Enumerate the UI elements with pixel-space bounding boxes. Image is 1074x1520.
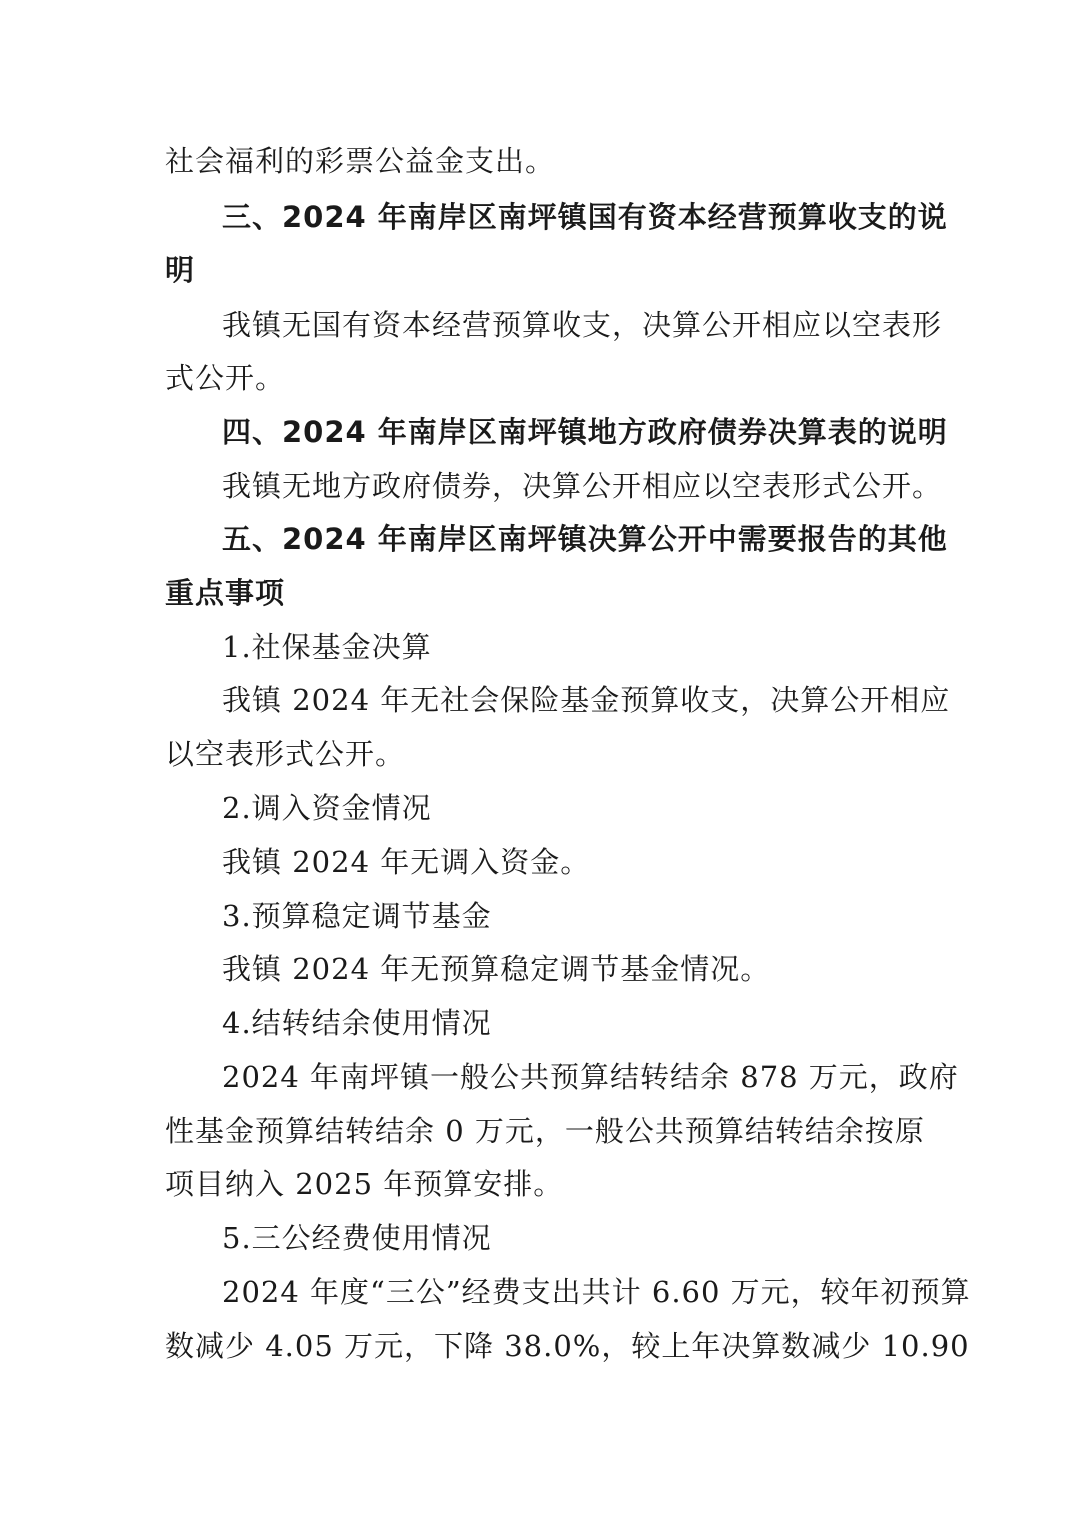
body-text-line: 式公开。 <box>165 361 286 395</box>
body-text-line: 社会福利的彩票公益金支出。 <box>165 144 556 178</box>
section-heading-5: 五、2024 年南岸区南坪镇决算公开中需要报告的其他 <box>222 522 948 556</box>
subsection-heading-5: 5.三公经费使用情况 <box>222 1221 492 1255</box>
subsection-heading-3: 3.预算稳定调节基金 <box>222 899 492 933</box>
body-text-line: 我镇无地方政府债券，决算公开相应以空表形式公开。 <box>222 469 943 503</box>
section-heading-4: 四、2024 年南岸区南坪镇地方政府债券决算表的说明 <box>222 415 948 449</box>
body-text-line: 性基金预算结转结余 0 万元，一般公共预算结转结余按原 <box>165 1114 925 1148</box>
body-text-line: 2024 年度“三公”经费支出共计 6.60 万元，较年初预算 <box>222 1275 971 1309</box>
body-text-line: 我镇 2024 年无社会保险基金预算收支，决算公开相应 <box>222 683 951 717</box>
body-text-line: 项目纳入 2025 年预算安排。 <box>165 1167 564 1201</box>
subsection-heading-2: 2.调入资金情况 <box>222 791 432 825</box>
subsection-heading-4: 4.结转结余使用情况 <box>222 1006 492 1040</box>
section-heading-5-cont: 重点事项 <box>165 576 286 610</box>
section-heading-3: 三、2024 年南岸区南坪镇国有资本经营预算收支的说 <box>222 200 948 234</box>
body-text-line: 我镇无国有资本经营预算收支，决算公开相应以空表形 <box>222 308 943 342</box>
body-text-line: 我镇 2024 年无预算稳定调节基金情况。 <box>222 952 771 986</box>
section-heading-3-cont: 明 <box>165 253 196 287</box>
body-text-line: 数减少 4.05 万元，下降 38.0%，较上年决算数减少 10.90 <box>165 1329 970 1363</box>
body-text-line: 我镇 2024 年无调入资金。 <box>222 845 591 879</box>
subsection-heading-1: 1.社保基金决算 <box>222 630 432 664</box>
body-text-line: 2024 年南坪镇一般公共预算结转结余 878 万元，政府 <box>222 1060 959 1094</box>
body-text-line: 以空表形式公开。 <box>165 737 406 771</box>
